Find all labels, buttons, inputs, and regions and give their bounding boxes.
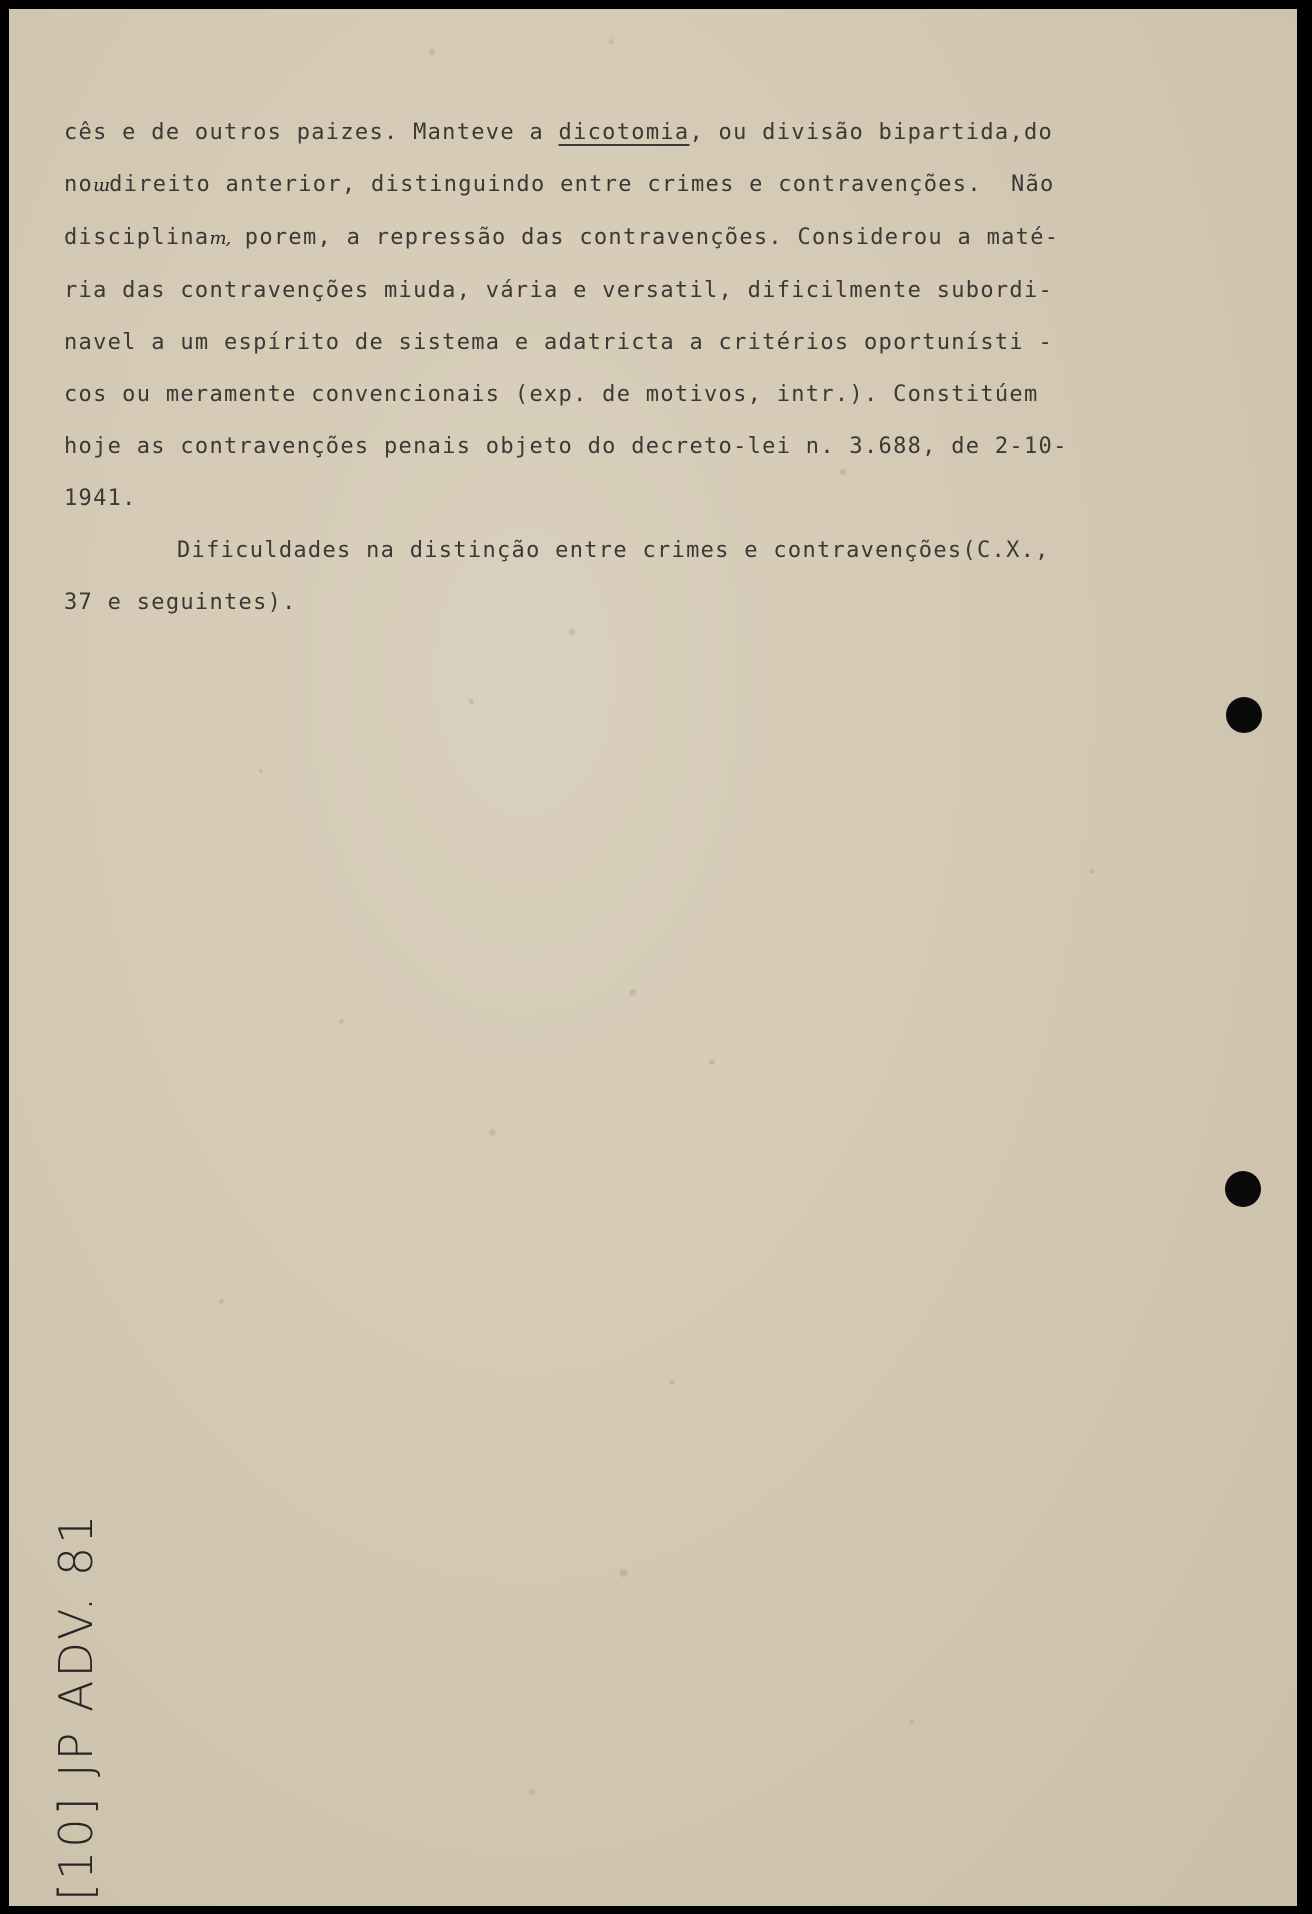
underlined-word: dicotomia xyxy=(558,120,690,145)
text-line xyxy=(64,107,1124,159)
text-segment: direito anterior, distinguindo entre crimes e contravenções. Não xyxy=(109,172,1055,197)
document-body xyxy=(64,107,1124,629)
document-page xyxy=(9,9,1297,1906)
punch-hole xyxy=(1226,697,1262,733)
text-line: navel a um espírito de sistema e adatricta a critérios oportunísti - xyxy=(64,330,1054,355)
text-segment: , ou divisão bipartida,do xyxy=(689,120,1054,145)
text-line xyxy=(64,159,1124,212)
handwritten-correction: ɯ xyxy=(93,175,110,196)
paragraph-2 xyxy=(64,525,1124,629)
text-segment: porem, a repressão das contravenções. Considerou a maté- xyxy=(230,225,1060,250)
text-line: Dificuldades na distinção entre crimes e contravenções(C.X., xyxy=(177,538,1050,563)
handwritten-correction: m, xyxy=(209,228,231,249)
punch-hole xyxy=(1225,1171,1261,1207)
text-segment: cês e de outros paizes. Manteve a xyxy=(64,120,559,145)
text-line: ria das contravenções miuda, vária e versatil, dificilmente subordi- xyxy=(64,278,1054,303)
paragraph-1 xyxy=(64,107,1124,525)
text-line: hoje as contravenções penais objeto do decreto-lei n. 3.688, de 2-10- xyxy=(64,434,1068,459)
margin-annotation: [10] JP ADV. 81 xyxy=(49,1511,103,1901)
text-line: 1941. xyxy=(64,486,137,511)
text-line xyxy=(64,212,1124,265)
text-line: 37 e seguintes). xyxy=(64,590,297,615)
text-segment: disciplina xyxy=(64,225,210,250)
text-segment: no xyxy=(64,172,94,197)
text-line: cos ou meramente convencionais (exp. de motivos, intr.). Constitúem xyxy=(64,382,1039,407)
